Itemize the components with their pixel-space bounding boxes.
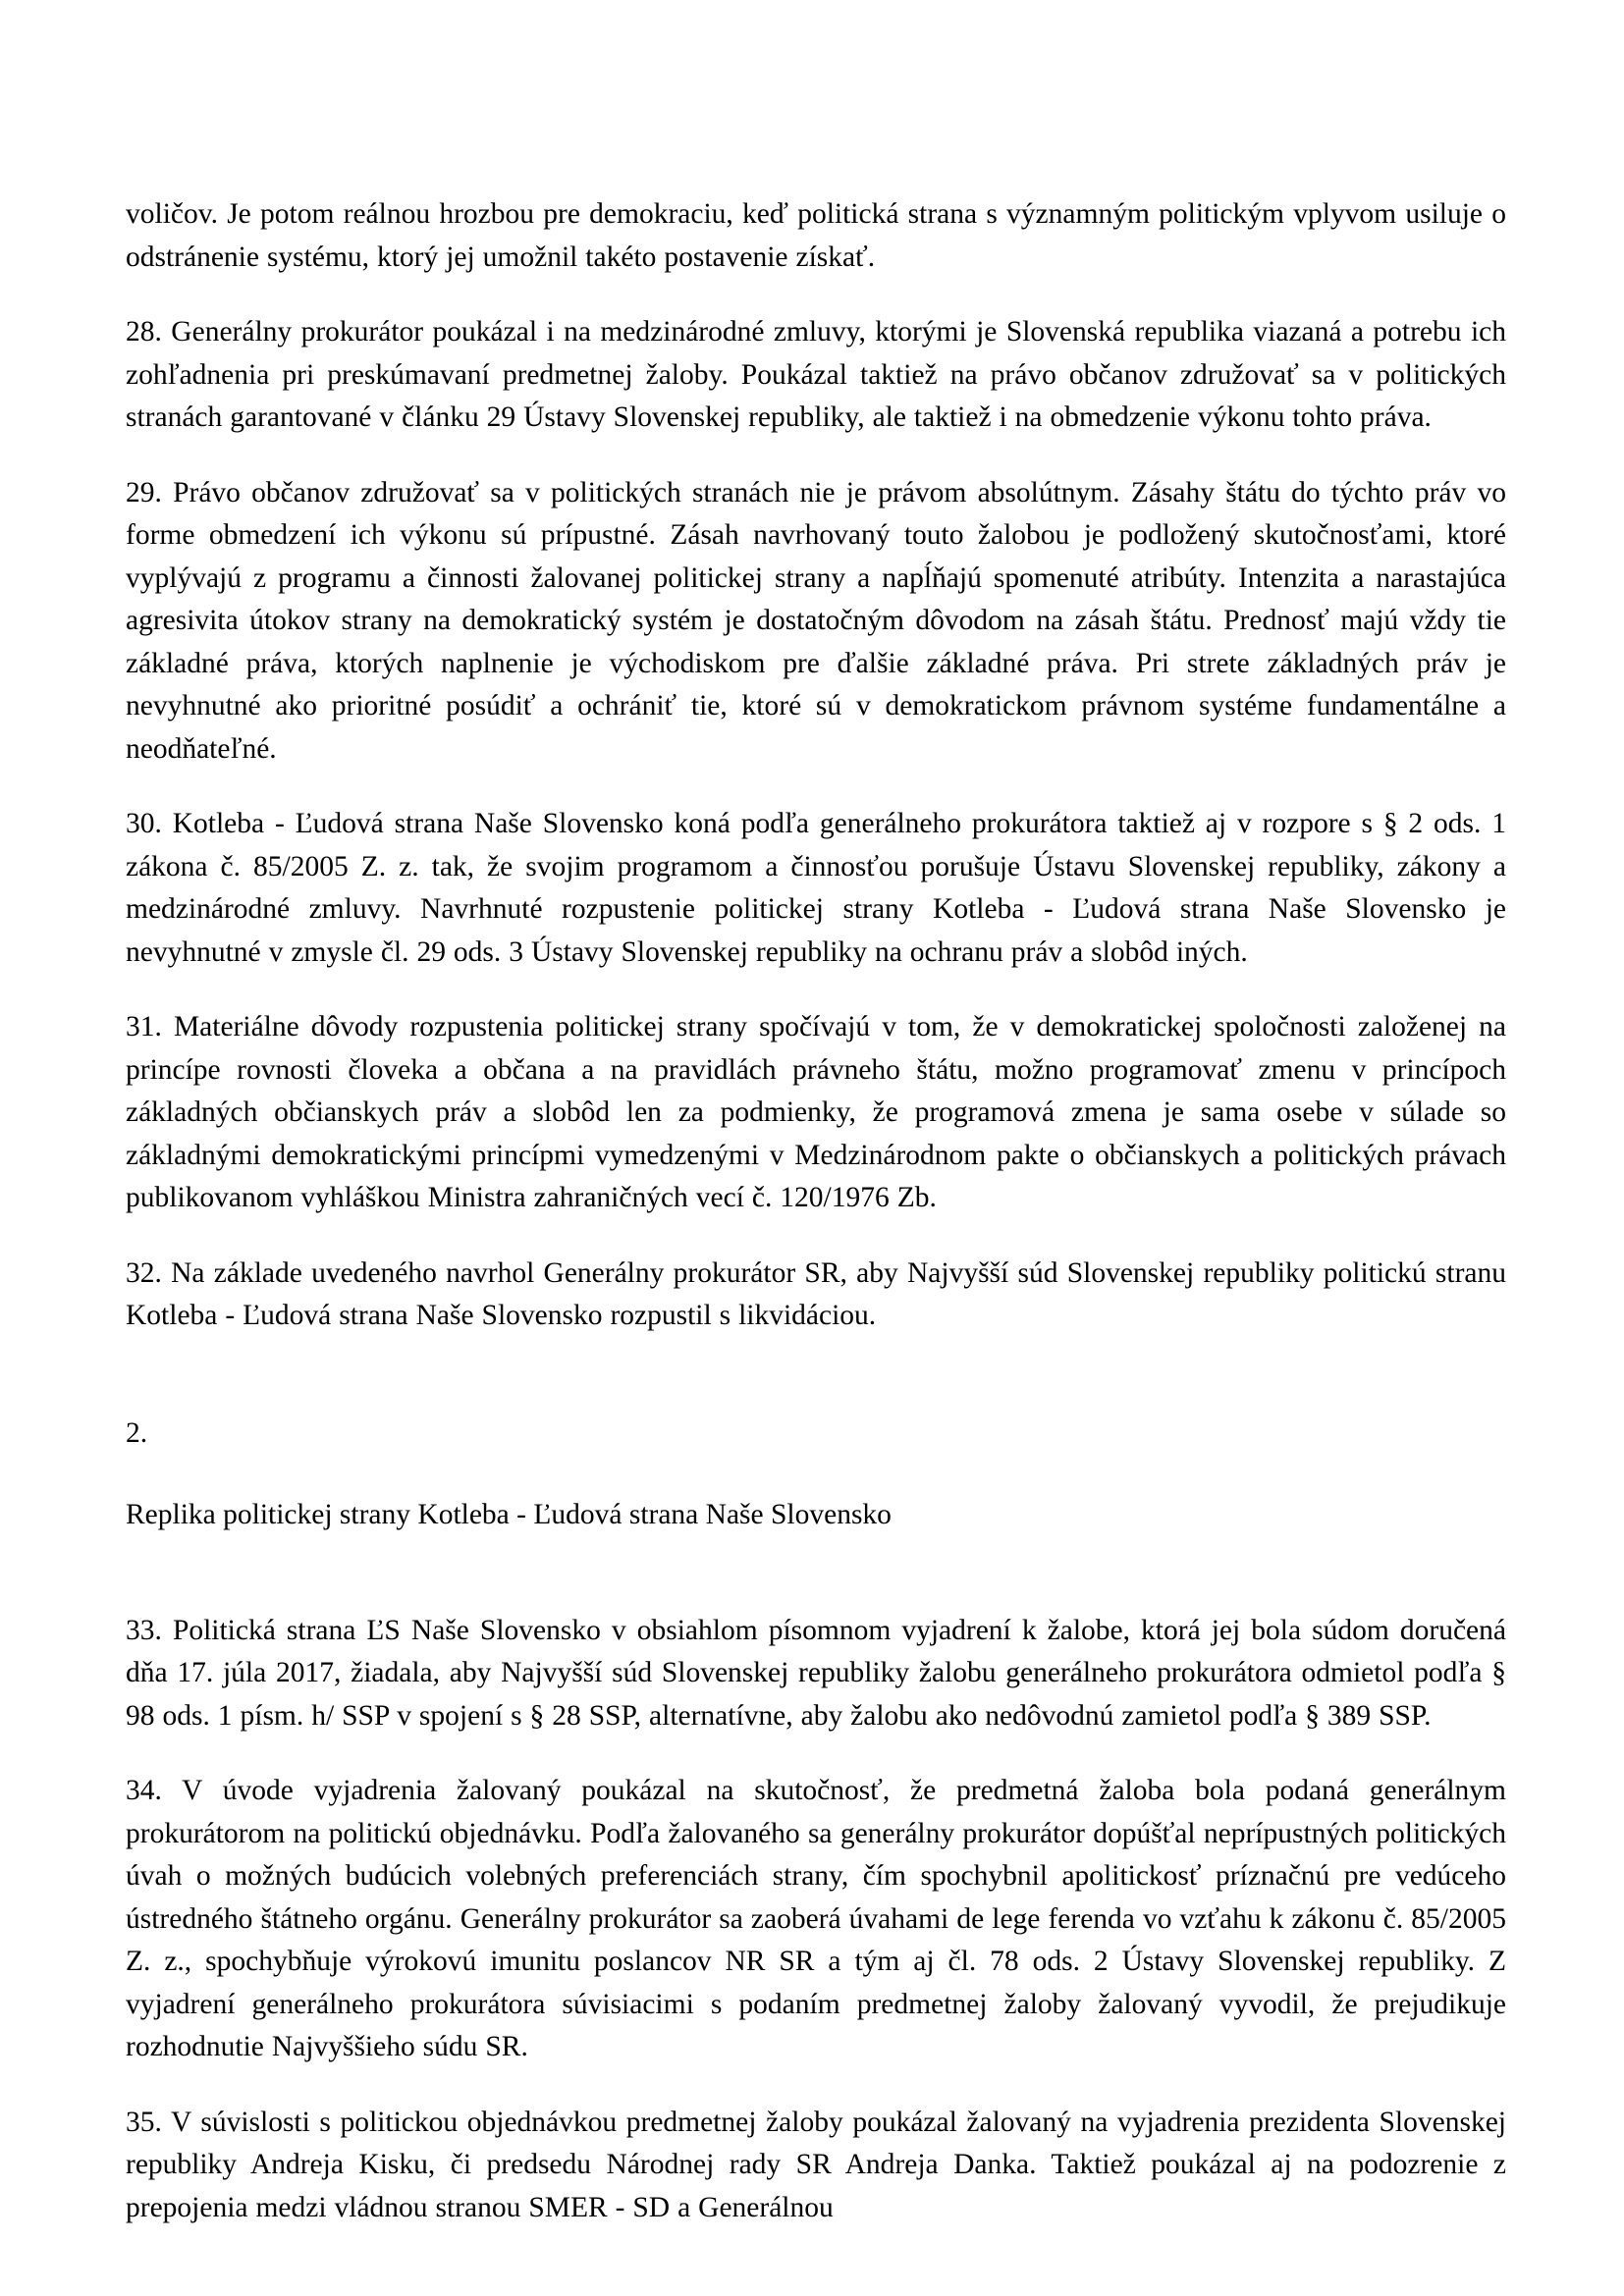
paragraph-34: 34. V úvode vyjadrenia žalovaný poukázal na skutočnosť, že predmetná žaloba bola podaná generálnym prokurátorom na politickú objednávku. Podľa žalovaného sa generálny prokurátor dopúšťal neprípustných politických úvah o možných budúcich volebných preferenciách strany, čím spochybnil apolitickosť príznačnú pre vedúceho ústredného štátneho orgánu. Generálny prokurátor sa zaoberá úvahami de lege ferenda vo vzťahu k zákonu č. 85/2005 Z. z., spochybňuje výrokovú imunitu poslancov NR SR a tým aj čl. 78 ods. 2 Ústavy Slovenskej republiky. Z vyjadrení generálneho prokurátora súvisiacimi s podaním predmetnej žaloby žalovaný vyvodil, že prejudikuje rozhodnutie Najvyššieho súdu SR. (126, 1775, 1506, 2062)
heading-spacer (126, 1537, 1506, 1610)
section-number: 2. (126, 1416, 148, 1449)
paragraph-31: 31. Materiálne dôvody rozpustenia politickej strany spočívajú v tom, že v demokratickej spoločnosti založenej na princípe rovnosti človeka a občana a na pravidlách právneho štátu, možno programovať zmenu v princípoch základných občianskych práv a slobôd len za podmienky, že programová zmena je sama osebe v súlade so základnými demokratickými princípmi vymedzenými v Medzinárodnom pakte o občianskych a politických právach publikovanom vyhláškou Ministra zahraničných vecí č. 120/1976 Zb. (126, 1011, 1506, 1213)
paragraph-33: 33. Politická strana ĽS Naše Slovensko v obsiahlom písomnom vyjadrení k žalobe, ktorá jej bola súdom doručená dňa 17. júla 2017, žiadala, aby Najvyšší súd Slovenskej republiky žalobu generálneho prokurátora odmietol podľa § 98 ods. 1 písm. h/ SSP v spojení s § 28 SSP, alternatívne, aby žalobu ako nedôvodnú zamietol podľa § 389 SSP. (126, 1614, 1506, 1732)
paragraph-32: 32. Na základe uvedeného navrhol Generálny prokurátor SR, aby Najvyšší súd Slovenskej republiky politickú stranu Kotleba - Ľudová strana Naše Slovensko rozpustil s likvidáciou. (126, 1256, 1506, 1331)
paragraph-30: 30. Kotleba - Ľudová strana Naše Slovensko koná podľa generálneho prokurátora taktiež aj v rozpore s § 2 ods. 1 zákona č. 85/2005 Z. z. tak, že svojim programom a činnosťou porušuje Ústavu Slovenskej republiky, zákony a medzinárodné zmluvy. Navrhnuté rozpustenie politickej strany Kotleba - Ľudová strana Naše Slovensko je nevyhnutné v zmysle čl. 29 ods. 3 Ústavy Slovenskej republiky na ochranu práv a slobôd iných. (126, 808, 1506, 968)
section-heading: Replika politickej strany Kotleba - Ľudová strana Naše Slovensko (126, 1499, 892, 1530)
paragraph-27-continuation: voličov. Je potom reálnou hrozbou pre demokraciu, keď politická strana s významným politickým vplyvom usiluje o odstránenie systému, ktorý jej umožnil takéto postavenie získať. (126, 198, 1506, 273)
paragraph-29: 29. Právo občanov združovať sa v politických stranách nie je právom absolútnym. Zásahy štátu do týchto práv vo forme obmedzení ich výkonu sú prípustné. Zásah navrhovaný touto žalobou je podložený skutočnosťami, ktoré vyplývajú z programu a činnosti žalovanej politickej strany a napĺňajú spomenuté atribúty. Intenzita a narastajúca agresivita útokov strany na demokratický systém je dostatočným dôvodom na zásah štátu. Prednosť majú vždy tie základné práva, ktorých naplnenie je východiskom pre ďalšie základné práva. Pri strete základných práv je nevyhnutné ako prioritné posúdiť a ochrániť tie, ktoré sú v demokratickom právnom systéme fundamentálne a neodňateľné. (126, 476, 1506, 765)
paragraph-35: 35. V súvislosti s politickou objednávkou predmetnej žaloby poukázal žalovaný na vyjadrenia prezidenta Slovenskej republiky Andreja Kisku, či predsedu Národnej rady SR Andreja Danka. Taktiež poukázal aj na podozrenie z prepojenia medzi vládnou stranou SMER - SD a Generálnou (126, 2106, 1506, 2223)
paragraph-28: 28. Generálny prokurátor poukázal i na medzinárodné zmluvy, ktorými je Slovenská republika viazaná a potrebu ich zohľadnenia pri preskúmavaní predmetnej žaloby. Poukázal taktiež na právo občanov združovať sa v politických stranách garantované v článku 29 Ústavy Slovenskej republiky, ale taktiež i na obmedzenie výkonu tohto práva. (126, 316, 1506, 433)
document-text-body (126, 193, 1506, 2229)
